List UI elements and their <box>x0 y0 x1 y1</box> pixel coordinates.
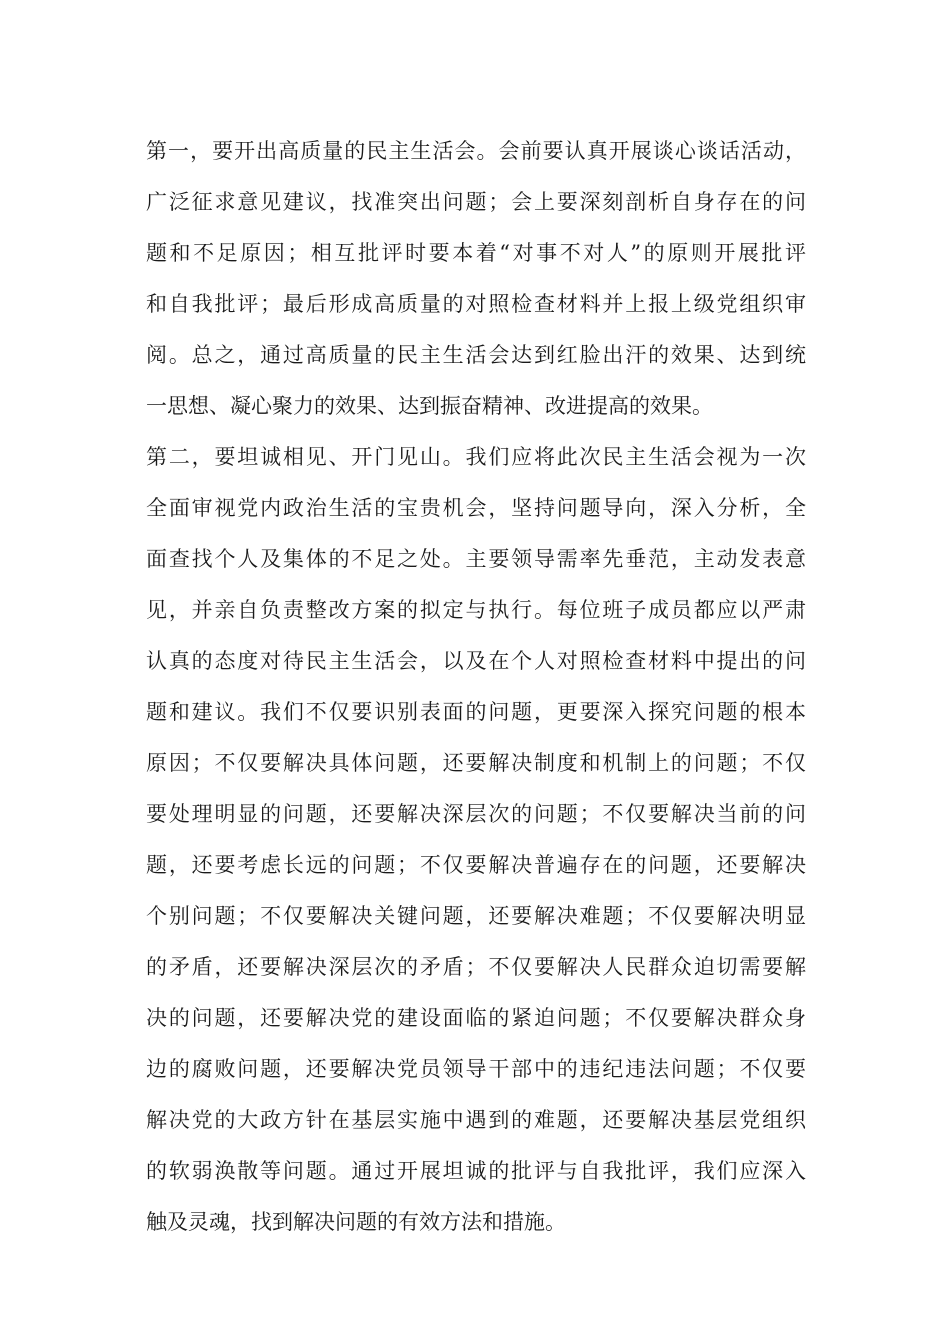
paragraph-line: 面查找个人及集体的不足之处。主要领导需率先垂范，主动发表意 <box>146 547 806 571</box>
paragraph-line: 要处理明显的问题，还要解决深层次的问题；不仅要解决当前的问 <box>146 802 806 826</box>
paragraph-line: 触及灵魂，找到解决问题的有效方法和措施。 <box>146 1210 566 1234</box>
paragraph-line: 的矛盾，还要解决深层次的矛盾；不仅要解决人民群众迫切需要解 <box>146 955 806 979</box>
paragraph-line: 题和建议。我们不仅要识别表面的问题，更要深入探究问题的根本 <box>146 700 806 724</box>
paragraph-1 <box>146 126 806 432</box>
paragraph-line: 第二，要坦诚相见、开门见山。我们应将此次民主生活会视为一次 <box>146 445 806 469</box>
paragraph-line: 第一，要开出高质量的民主生活会。会前要认真开展谈心谈话活动， <box>146 139 806 163</box>
paragraph-line: 原因；不仅要解决具体问题，还要解决制度和机制上的问题；不仅 <box>146 751 806 775</box>
paragraph-line: 一思想、凝心聚力的效果、达到振奋精神、改进提高的效果。 <box>146 394 713 418</box>
document-body <box>146 126 806 1248</box>
paragraph-line: 的软弱涣散等问题。通过开展坦诚的批评与自我批评，我们应深入 <box>146 1159 806 1183</box>
paragraph-line: 和自我批评；最后形成高质量的对照检查材料并上报上级党组织审 <box>146 292 806 316</box>
paragraph-line: 个别问题；不仅要解决关键问题，还要解决难题；不仅要解决明显 <box>146 904 806 928</box>
paragraph-line: 解决党的大政方针在基层实施中遇到的难题，还要解决基层党组织 <box>146 1108 806 1132</box>
paragraph-line: 见，并亲自负责整改方案的拟定与执行。每位班子成员都应以严肃 <box>146 598 806 622</box>
paragraph-line: 决的问题，还要解决党的建设面临的紧迫问题；不仅要解决群众身 <box>146 1006 806 1030</box>
paragraph-line: 阅。总之，通过高质量的民主生活会达到红脸出汗的效果、达到统 <box>146 343 806 367</box>
paragraph-line: 认真的态度对待民主生活会，以及在个人对照检查材料中提出的问 <box>146 649 806 673</box>
paragraph-line: 题，还要考虑长远的问题；不仅要解决普遍存在的问题，还要解决 <box>146 853 806 877</box>
paragraph-line: 全面审视党内政治生活的宝贵机会，坚持问题导向，深入分析，全 <box>146 496 806 520</box>
paragraph-line: 广泛征求意见建议，找准突出问题；会上要深刻剖析自身存在的问 <box>146 190 806 214</box>
paragraph-line: 边的腐败问题，还要解决党员领导干部中的违纪违法问题；不仅要 <box>146 1057 806 1081</box>
paragraph-line: 题和不足原因；相互批评时要本着“对事不对人”的原则开展批评 <box>146 241 806 265</box>
paragraph-2 <box>146 432 806 1248</box>
